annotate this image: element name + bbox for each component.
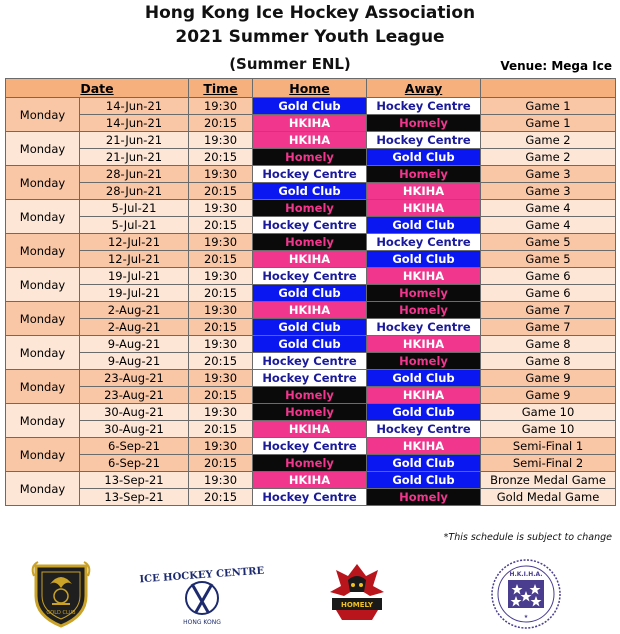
away-team-cell: Hockey Centre <box>367 132 481 149</box>
column-header-date: Date <box>6 79 189 98</box>
game-label-cell: Game 4 <box>481 217 616 234</box>
home-team-cell: HKIHA <box>253 472 367 489</box>
venue-label: Venue: Mega Ice <box>500 59 612 73</box>
date-cell: 30-Aug-21 <box>80 421 189 438</box>
schedule-row <box>6 268 616 285</box>
league-title-line3: (Summer ENL) <box>229 55 351 73</box>
time-cell: 20:15 <box>189 353 253 370</box>
schedule-row <box>6 166 616 183</box>
home-team-cell: Hockey Centre <box>253 217 367 234</box>
date-cell: 9-Aug-21 <box>80 353 189 370</box>
date-cell: 2-Aug-21 <box>80 319 189 336</box>
svg-text:H.K.I.H.A.: H.K.I.H.A. <box>509 571 543 578</box>
date-cell: 23-Aug-21 <box>80 370 189 387</box>
date-cell: 13-Sep-21 <box>80 472 189 489</box>
date-cell: 14-Jun-21 <box>80 98 189 115</box>
schedule-row <box>6 455 616 472</box>
schedule-row <box>6 489 616 506</box>
home-team-cell: Homely <box>253 149 367 166</box>
away-team-cell: Hockey Centre <box>367 234 481 251</box>
game-label-cell: Bronze Medal Game <box>481 472 616 489</box>
away-team-cell: Gold Club <box>367 404 481 421</box>
home-team-cell: Homely <box>253 455 367 472</box>
home-team-cell: HKIHA <box>253 251 367 268</box>
home-team-cell: Homely <box>253 404 367 421</box>
date-cell: 21-Jun-21 <box>80 132 189 149</box>
day-cell: Monday <box>6 370 80 404</box>
home-team-cell: HKIHA <box>253 115 367 132</box>
schedule-row <box>6 115 616 132</box>
day-cell: Monday <box>6 132 80 166</box>
away-team-cell: Gold Club <box>367 472 481 489</box>
game-label-cell: Game 9 <box>481 370 616 387</box>
game-label-cell: Game 10 <box>481 404 616 421</box>
schedule-row <box>6 353 616 370</box>
away-team-cell: Homely <box>367 285 481 302</box>
away-team-cell: Gold Club <box>367 251 481 268</box>
game-label-cell: Game 8 <box>481 336 616 353</box>
time-cell: 19:30 <box>189 132 253 149</box>
schedule-row <box>6 370 616 387</box>
game-label-cell: Game 8 <box>481 353 616 370</box>
schedule-row <box>6 251 616 268</box>
away-team-cell: Hockey Centre <box>367 98 481 115</box>
date-cell: 6-Sep-21 <box>80 455 189 472</box>
game-label-cell: Game 10 <box>481 421 616 438</box>
date-cell: 9-Aug-21 <box>80 336 189 353</box>
schedule-row <box>6 98 616 115</box>
schedule-row <box>6 285 616 302</box>
game-label-cell: Gold Medal Game <box>481 489 616 506</box>
time-cell: 20:15 <box>189 251 253 268</box>
schedule-table <box>5 78 616 506</box>
day-cell: Monday <box>6 404 80 438</box>
time-cell: 20:15 <box>189 217 253 234</box>
home-team-cell: Gold Club <box>253 98 367 115</box>
away-team-cell: Gold Club <box>367 149 481 166</box>
svg-text:HONG KONG: HONG KONG <box>183 619 221 626</box>
column-header-time: Time <box>189 79 253 98</box>
away-team-cell: Hockey Centre <box>367 421 481 438</box>
away-team-cell: HKIHA <box>367 387 481 404</box>
home-team-cell: Hockey Centre <box>253 370 367 387</box>
time-cell: 19:30 <box>189 234 253 251</box>
day-cell: Monday <box>6 200 80 234</box>
day-cell: Monday <box>6 234 80 268</box>
time-cell: 20:15 <box>189 455 253 472</box>
date-cell: 6-Sep-21 <box>80 438 189 455</box>
away-team-cell: Homely <box>367 166 481 183</box>
home-team-cell: Hockey Centre <box>253 489 367 506</box>
time-cell: 19:30 <box>189 370 253 387</box>
home-team-cell: Hockey Centre <box>253 166 367 183</box>
home-team-cell: Hockey Centre <box>253 353 367 370</box>
schedule-row <box>6 404 616 421</box>
day-cell: Monday <box>6 268 80 302</box>
away-team-cell: HKIHA <box>367 336 481 353</box>
away-team-cell: HKIHA <box>367 183 481 200</box>
game-label-cell: Game 3 <box>481 166 616 183</box>
home-team-cell: HKIHA <box>253 302 367 319</box>
game-label-cell: Game 6 <box>481 268 616 285</box>
game-label-cell: Game 2 <box>481 132 616 149</box>
time-cell: 19:30 <box>189 472 253 489</box>
home-team-cell: Gold Club <box>253 319 367 336</box>
away-team-cell: Homely <box>367 115 481 132</box>
date-cell: 5-Jul-21 <box>80 217 189 234</box>
home-team-cell: Homely <box>253 200 367 217</box>
date-cell: 28-Jun-21 <box>80 183 189 200</box>
svg-text:GOLD CLUB: GOLD CLUB <box>46 610 76 616</box>
date-cell: 19-Jul-21 <box>80 285 189 302</box>
schedule-row <box>6 387 616 404</box>
home-team-cell: Gold Club <box>253 285 367 302</box>
date-cell: 23-Aug-21 <box>80 387 189 404</box>
game-label-cell: Game 4 <box>481 200 616 217</box>
away-team-cell: Gold Club <box>367 370 481 387</box>
home-team-cell: Homely <box>253 234 367 251</box>
day-cell: Monday <box>6 302 80 336</box>
schedule-row <box>6 421 616 438</box>
home-team-cell: HKIHA <box>253 421 367 438</box>
date-cell: 13-Sep-21 <box>80 489 189 506</box>
home-team-cell: Gold Club <box>253 183 367 200</box>
column-header-game <box>481 79 616 98</box>
day-cell: Monday <box>6 98 80 132</box>
time-cell: 19:30 <box>189 336 253 353</box>
away-team-cell: Homely <box>367 302 481 319</box>
time-cell: 20:15 <box>189 183 253 200</box>
date-cell: 19-Jul-21 <box>80 268 189 285</box>
date-cell: 30-Aug-21 <box>80 404 189 421</box>
day-cell: Monday <box>6 166 80 200</box>
svg-text:HOMELY: HOMELY <box>341 601 373 609</box>
date-cell: 28-Jun-21 <box>80 166 189 183</box>
away-team-cell: HKIHA <box>367 438 481 455</box>
date-cell: 12-Jul-21 <box>80 251 189 268</box>
time-cell: 19:30 <box>189 302 253 319</box>
time-cell: 19:30 <box>189 166 253 183</box>
time-cell: 20:15 <box>189 115 253 132</box>
away-team-cell: Gold Club <box>367 217 481 234</box>
league-title-line2: 2021 Summer Youth League <box>175 27 445 47</box>
time-cell: 20:15 <box>189 149 253 166</box>
game-label-cell: Game 9 <box>481 387 616 404</box>
away-team-cell: Homely <box>367 489 481 506</box>
time-cell: 19:30 <box>189 404 253 421</box>
home-team-cell: HKIHA <box>253 132 367 149</box>
day-cell: Monday <box>6 472 80 506</box>
day-cell: Monday <box>6 336 80 370</box>
schedule-row <box>6 183 616 200</box>
time-cell: 19:30 <box>189 200 253 217</box>
league-title-line1: Hong Kong Ice Hockey Association <box>144 3 476 23</box>
schedule-disclaimer: *This schedule is subject to change <box>443 532 612 543</box>
away-team-cell: Homely <box>367 353 481 370</box>
game-label-cell: Game 2 <box>481 149 616 166</box>
schedule-row <box>6 438 616 455</box>
date-cell: 14-Jun-21 <box>80 115 189 132</box>
day-cell: Monday <box>6 438 80 472</box>
time-cell: 20:15 <box>189 387 253 404</box>
svg-text:ICE HOCKEY CENTRE: ICE HOCKEY CENTRE <box>139 565 265 586</box>
schedule-row <box>6 336 616 353</box>
column-header-home: Home <box>253 79 367 98</box>
date-cell: 12-Jul-21 <box>80 234 189 251</box>
away-team-cell: Gold Club <box>367 455 481 472</box>
time-cell: 19:30 <box>189 438 253 455</box>
home-team-cell: Gold Club <box>253 336 367 353</box>
game-label-cell: Game 7 <box>481 302 616 319</box>
away-team-cell: HKIHA <box>367 200 481 217</box>
game-label-cell: Semi-Final 2 <box>481 455 616 472</box>
time-cell: 20:15 <box>189 421 253 438</box>
schedule-row <box>6 149 616 166</box>
homely-logo <box>326 558 388 628</box>
time-cell: 19:30 <box>189 98 253 115</box>
game-label-cell: Game 5 <box>481 251 616 268</box>
game-label-cell: Game 1 <box>481 115 616 132</box>
game-label-cell: Game 6 <box>481 285 616 302</box>
game-label-cell: Game 5 <box>481 234 616 251</box>
date-cell: 5-Jul-21 <box>80 200 189 217</box>
schedule-row <box>6 302 616 319</box>
gold-club-logo <box>30 558 92 628</box>
hkiha-logo <box>490 558 562 628</box>
schedule-row <box>6 132 616 149</box>
home-team-cell: Hockey Centre <box>253 268 367 285</box>
svg-text:★: ★ <box>523 614 529 620</box>
game-label-cell: Game 7 <box>481 319 616 336</box>
away-team-cell: Hockey Centre <box>367 319 481 336</box>
hockey-centre-logo <box>139 558 265 628</box>
schedule-body <box>6 98 616 506</box>
time-cell: 19:30 <box>189 268 253 285</box>
date-cell: 2-Aug-21 <box>80 302 189 319</box>
schedule-header-row <box>6 79 616 98</box>
game-label-cell: Semi-Final 1 <box>481 438 616 455</box>
schedule-row <box>6 217 616 234</box>
time-cell: 20:15 <box>189 319 253 336</box>
schedule-row <box>6 234 616 251</box>
schedule-row <box>6 319 616 336</box>
home-team-cell: Homely <box>253 387 367 404</box>
date-cell: 21-Jun-21 <box>80 149 189 166</box>
game-label-cell: Game 1 <box>481 98 616 115</box>
home-team-cell: Hockey Centre <box>253 438 367 455</box>
game-label-cell: Game 3 <box>481 183 616 200</box>
schedule-row <box>6 200 616 217</box>
column-header-away: Away <box>367 79 481 98</box>
time-cell: 20:15 <box>189 285 253 302</box>
away-team-cell: HKIHA <box>367 268 481 285</box>
time-cell: 20:15 <box>189 489 253 506</box>
schedule-row <box>6 472 616 489</box>
